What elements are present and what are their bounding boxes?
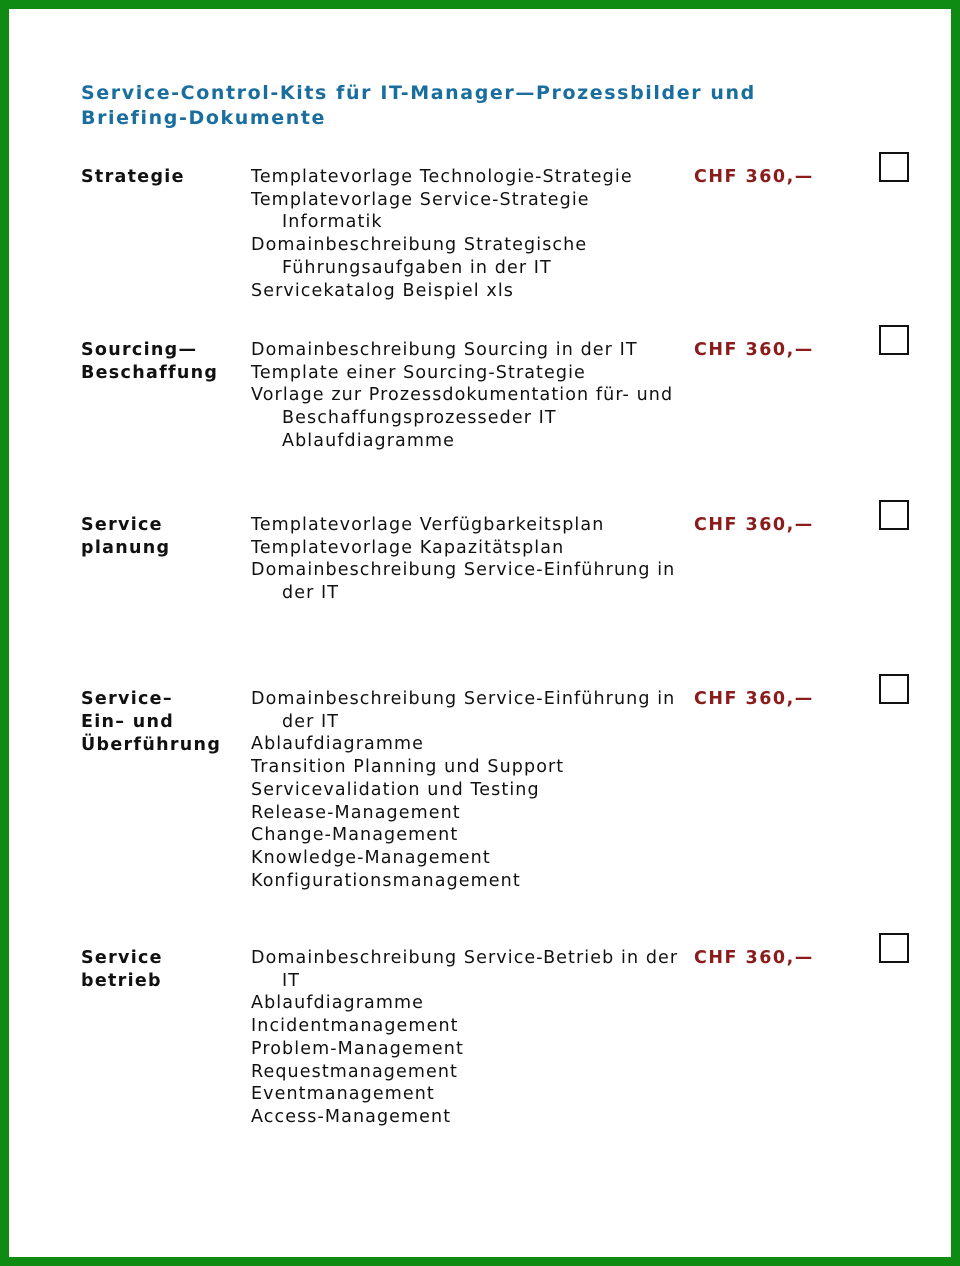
order-checkbox-service-planung[interactable]: [879, 500, 909, 530]
list-item: Vorlage zur Prozessdokumentation für- und Beschaffungsprozesseder IT Ablaufdiagramme: [251, 385, 674, 451]
list-item: Templatevorlage Kapazitätsplan: [251, 537, 565, 558]
order-checkbox-sourcing[interactable]: [879, 325, 909, 355]
list-item: Incidentmanagement: [251, 1016, 459, 1037]
list-item: Servicekatalog Beispiel xls: [251, 280, 515, 301]
list-item: Domainbeschreibung Service-Betrieb in der IT: [251, 948, 679, 991]
section-item-list: [251, 514, 681, 605]
price-label: CHF 360,—: [694, 340, 814, 360]
list-item: Domainbeschreibung Service-Einführung in der IT: [251, 689, 676, 732]
list-item: Domainbeschreibung Sourcing in der IT: [251, 340, 638, 360]
list-item: Templatevorlage Technologie-Strategie: [251, 167, 633, 187]
price-label: CHF 360,—: [694, 515, 814, 535]
list-item: Release-Management: [251, 802, 461, 823]
list-item: Ablaufdiagramme: [251, 993, 425, 1014]
list-item: Requestmanagement: [251, 1061, 459, 1082]
price-label: CHF 360,—: [694, 689, 814, 709]
list-item: Change-Management: [251, 825, 459, 846]
list-item: Eventmanagement: [251, 1084, 435, 1105]
section-item-list: [251, 947, 681, 1129]
section-category: Service planung: [81, 515, 171, 558]
section-item-list: [251, 688, 681, 892]
list-item: Servicevalidation und Testing: [251, 779, 540, 800]
section-category: Service– Ein– und Überführung: [81, 689, 222, 755]
list-item: Transition Planning und Support: [251, 757, 565, 778]
list-item: Domainbeschreibung Service-Einführung in der IT: [251, 560, 676, 604]
list-item: Knowledge-Management: [251, 847, 491, 868]
list-item: Domainbeschreibung Strategische Führungsaufgaben in der IT: [251, 235, 588, 278]
list-item: Problem-Management: [251, 1038, 464, 1059]
section-item-list: [251, 339, 681, 453]
list-item: Konfigurationsmanagement: [251, 870, 521, 891]
order-checkbox-service-betrieb[interactable]: [879, 933, 909, 963]
list-item: Templatevorlage Service-Strategie Informatik: [251, 189, 590, 233]
list-item: Template einer Sourcing-Strategie: [251, 362, 586, 383]
section-category: Strategie: [81, 167, 185, 187]
price-label: CHF 360,—: [694, 167, 814, 187]
list-item: Ablaufdiagramme: [251, 734, 425, 755]
list-item: Access-Management: [251, 1106, 452, 1127]
order-checkbox-strategie[interactable]: [879, 152, 909, 182]
section-item-list: [251, 166, 681, 302]
list-item: Templatevorlage Verfügbarkeitsplan: [251, 515, 605, 535]
order-checkbox-service-ueberfuehrung[interactable]: [879, 674, 909, 704]
price-label: CHF 360,—: [694, 948, 814, 968]
section-category: Sourcing— Beschaffung: [81, 340, 219, 383]
page-title: Service-Control-Kits für IT-Manager—Prozessbilder und Briefing-Dokumente: [81, 82, 756, 129]
section-category: Service betrieb: [81, 948, 163, 991]
